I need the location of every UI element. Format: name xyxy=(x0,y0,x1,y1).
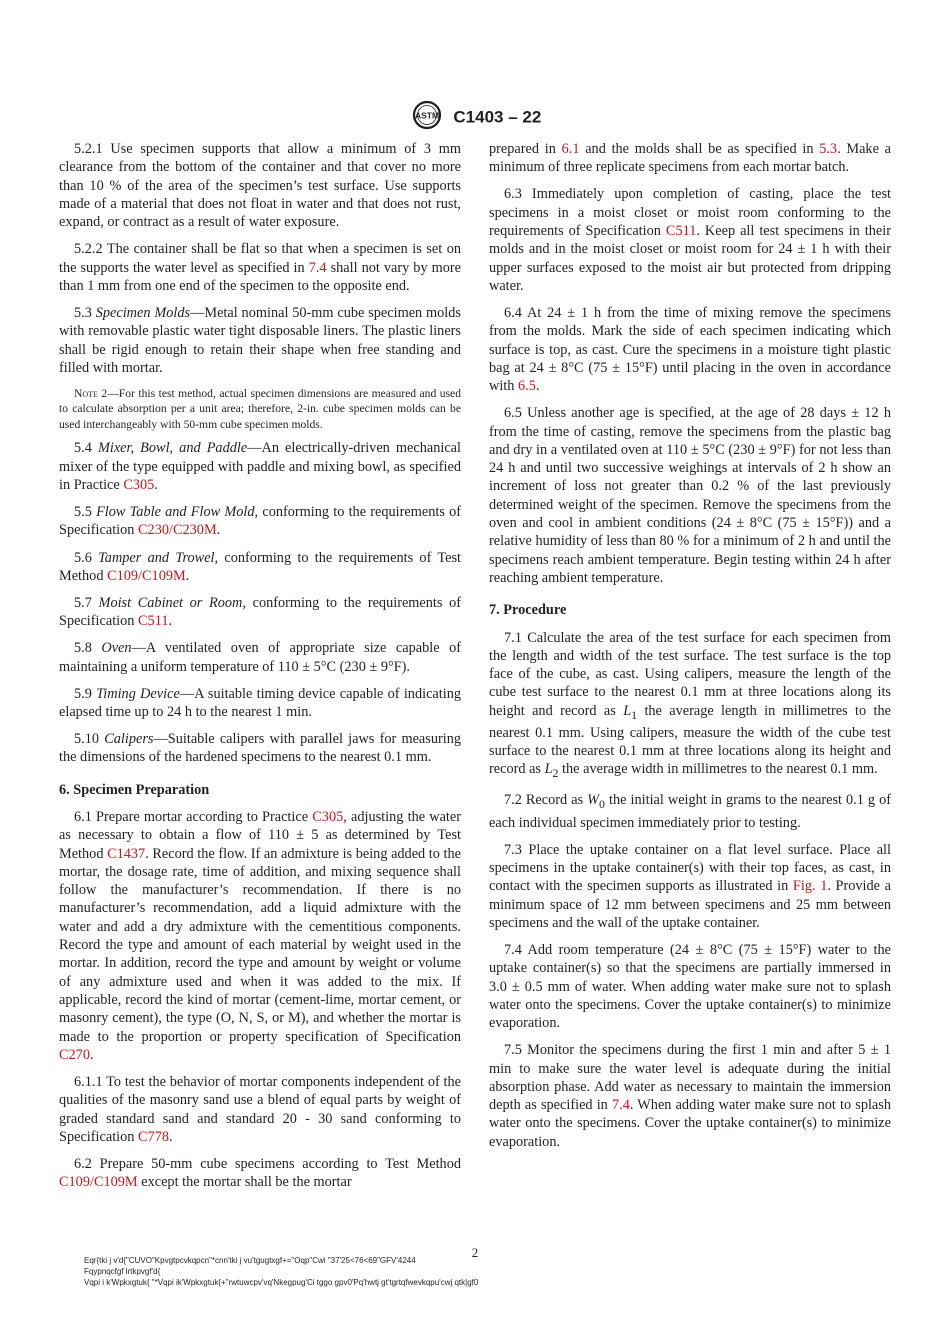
ref-c778[interactable]: C778 xyxy=(138,1128,169,1145)
standard-designation: C1403 – 22 xyxy=(453,107,542,127)
ref-c109[interactable]: C109/C109M xyxy=(107,567,186,584)
section-6-4: 6.4 At 24 ± 1 h from the time of mixing remove the specimens from the molds. Mark the side of each specimen indicating which surface is top, as cast. Cure the specimens in a moisture tight plastic bag at 24 ± 8°C (75 ± 15°F) until placing in the oven in accordance with 6.5. xyxy=(489,304,891,395)
note-2: Note 2—For this test method, actual specimen dimensions are measured and used to calculate absorption per a unit area; therefore, 2-in. cube specimen molds can be used interchangeably with 50-mm cube specimen molds. xyxy=(59,386,461,431)
section-5-7: 5.7 Moist Cabinet or Room, conforming to the requirements of Specification C511. xyxy=(59,594,462,630)
footer-line: Eqr{tki j v'd{"CUVO"Kpvgtpcvkqpcn"*cnn'tki j vu'tgugtxgf+="Oqp"Cwi "37'25<76<69"GFV'4244 xyxy=(84,1256,416,1265)
ref-c511[interactable]: C511 xyxy=(665,222,697,239)
page-number: 2 xyxy=(471,1245,479,1260)
ref-c305[interactable]: C305 xyxy=(123,477,155,494)
footer-line: Fqypnqcfgf lrtkpvgf'd{ xyxy=(84,1267,161,1276)
page-header xyxy=(0,100,950,135)
ref-c230[interactable]: C230/C230M xyxy=(138,522,217,539)
section-7-3: 7.3 Place the uptake container on a flat level surface. Place all specimens in the uptake container(s) with their top faces, as cast, in contact with the specimen supports as illustrated in Fig. 1. Provide a minimum space of 12 mm between specimens and 25 mm between specimens and the wall of the uptake container. xyxy=(489,841,892,931)
section-5-10: 5.10 Calipers—Suitable calipers with parallel jaws for measuring the dimensions of the hardened specimens to the nearest 0.1 mm. xyxy=(59,731,461,766)
section-5-4: 5.4 Mixer, Bowl, and Paddle—An electrically-driven mechanical mixer of the type equipped with paddle and mixing bowl, as specified in Practice C305. xyxy=(59,440,461,494)
section-6-3: 6.3 Immediately upon completion of casting, place the test specimens in a moist closet or moist room conforming to the requirements of Specification C511. Keep all test specimens in their molds and in the moist closet or moist room for 24 ± 1 h with their upper surfaces exposed to the moist air but protected from dripping water. xyxy=(489,186,892,294)
heading-procedure: 7. Procedure xyxy=(489,602,567,619)
ref-c511[interactable]: C511 xyxy=(138,613,169,630)
ref-6-5[interactable]: 6.5 xyxy=(518,378,536,395)
ref-6-1[interactable]: 6.1 xyxy=(561,141,580,157)
heading-specimen-preparation: 6. Specimen Preparation xyxy=(59,781,210,798)
section-5-9: 5.9 Timing Device—A suitable timing device capable of indicating elapsed time up to 24 h to the nearest 1 min. xyxy=(59,685,461,720)
section-6-2-continued: prepared in 6.1 and the molds shall be as specified in 5.3. Make a minimum of three replicate specimens from each mortar batch. xyxy=(489,141,892,176)
ref-fig-1[interactable]: Fig. 1 xyxy=(792,878,828,895)
section-5-5: 5.5 Flow Table and Flow Mold, conforming to the requirements of Specification C230/C230M. xyxy=(59,504,461,539)
ref-c270[interactable]: C270 xyxy=(59,1046,90,1063)
ref-7-4[interactable]: 7.4 xyxy=(611,1097,630,1114)
section-7-1: 7.1 Calculate the area of the test surface for each specimen from the length and width of the test surface. The test surface is the top face of the cube, as cast. Using calipers, measure the length of the cube test surface to the nearest 0.1 mm at three locations along its height and record as $L_1$ the average length in millimetres to the nearest 0.1 mm. Using calipers, measure the width of the cube test surface to the nearest 0.1 mm at three locations along its height and record as $L_2$ the average width in millimetres to the nearest 0.1 mm. xyxy=(489,629,891,781)
astm-logo-text: ASTM xyxy=(414,110,439,121)
ref-c109[interactable]: C109/C109M xyxy=(59,1174,138,1191)
astm-logo-icon xyxy=(409,100,445,135)
ref-c305[interactable]: C305 xyxy=(312,808,344,825)
section-6-1-1: 6.1.1 To test the behavior of mortar components independent of the qualities of the masonry sand use a blend of equal parts by weight of graded standard sand and standard 20 - 30 sand conforming to Specification C778. xyxy=(59,1073,461,1145)
footer-line: Vqpi i k'Wpkxgtuk{ "*Vqpi ik'Wpkxgtuk{+"rwtuwcpv'vq'Nkegpug'Ci tggo gpv0'Pq'hwtj gt'tgrtqfwevkqpu'cwj qtk|gf0 xyxy=(84,1278,479,1287)
section-5-3: 5.3 Specimen Molds—Metal nominal 50-mm cube specimen molds with removable plastic water tight disposable liners. The plastic liners shall be rigid enough to retain their shape when free standing and filled with mortar. xyxy=(59,304,461,376)
section-6-1: 6.1 Prepare mortar according to Practice C305, adjusting the water as necessary to obtain a flow of 110 ± 5 as determined by Test Method C1437. Record the flow. If an admixture is being added to the mortar, the dosage rate, time of addition, and mixing sequence shall follow the manufacturer’s recommendation. If there is no manufacturer’s recommendation, add a liquid admixture with the water and add a dry admixture with the cementitious components. Record the type and amount of each material by weight used in the mortar. In addition, record the type and amount by weight or volume of any admixture used and when it was added to the mix. If applicable, record the kind of mortar (cement-lime, mortar cement, or masonry cement), the type (O, N, S, or M), and whether the mortar is made to the proportion or property specification of Specification C270. xyxy=(59,808,462,1063)
ref-5-3[interactable]: 5.3 xyxy=(819,141,838,157)
license-footer xyxy=(84,1255,478,1288)
ref-7-4[interactable]: 7.4 xyxy=(308,259,327,276)
section-7-5: 7.5 Monitor the specimens during the first 1 min and after 5 ± 1 min to make sure the water level is adequate during the initial absorption phase. Add water as necessary to maintain the immersion depth as specified in 7.4. When adding water make sure not to splash water onto the specimens. Cover the uptake container(s) to minimize evaporation. xyxy=(489,1042,891,1150)
section-5-6: 5.6 Tamper and Trowel, conforming to the requirements of Test Method C109/C109M. xyxy=(59,549,461,584)
ref-c1437[interactable]: C1437 xyxy=(107,845,146,862)
section-6-2: 6.2 Prepare 50-mm cube specimens according to Test Method C109/C109M except the mortar shall be the mortar xyxy=(59,1155,461,1191)
section-7-2: 7.2 Record as $W_0$ the initial weight in grams to the nearest 0.1 g of each individual specimen immediately prior to testing. xyxy=(489,792,891,831)
section-6-5: 6.5 Unless another age is specified, at the age of 28 days ± 12 h from the time of casting, remove the specimens from the plastic bag and dry in a ventilated oven at 110 ± 5°C (230 ± 9°F) for not less than 24 h and until two successive weighings at intervals of 2 h show an increment of loss not greater than 0.2 % of the last previously determined weight of the specimen. Remove the specimens from the oven and cool in ambient conditions (24 ± 8°C (75 ± 15°F)) and a relative humidity of less than 80 % for a minimum of 2 h and until the specimens reach ambient temperature. Begin testing within 24 h after reaching ambient temperature. xyxy=(489,405,891,586)
section-7-4: 7.4 Add room temperature (24 ± 8°C (75 ± 15°F) water to the uptake container(s) so that the specimens are partially immersed in 3.0 ± 0.5 mm of water. When adding water make sure not to splash water onto the specimens. Cover the uptake container(s) to minimize evaporation. xyxy=(489,941,891,1032)
left-column xyxy=(59,140,461,1192)
section-5-2-2: 5.2.2 The container shall be flat so that when a specimen is set on the supports the water level as specified in 7.4 shall not vary by more than 1 mm from one end of the specimen to the opposite end. xyxy=(59,241,461,294)
section-5-8: 5.8 Oven—A ventilated oven of appropriate size capable of maintaining a uniform temperature of 110 ± 5°C (230 ± 9°F). xyxy=(59,640,461,675)
section-5-2-1: 5.2.1 Use specimen supports that allow a minimum of 3 mm clearance from the bottom of the container and that cover no more than 10 % of the area of the specimen’s test surface. Use supports made of a material that does not float in water and that does not rust, expand, or contract as a result of water exposure. xyxy=(59,141,461,231)
right-column xyxy=(489,140,891,1151)
